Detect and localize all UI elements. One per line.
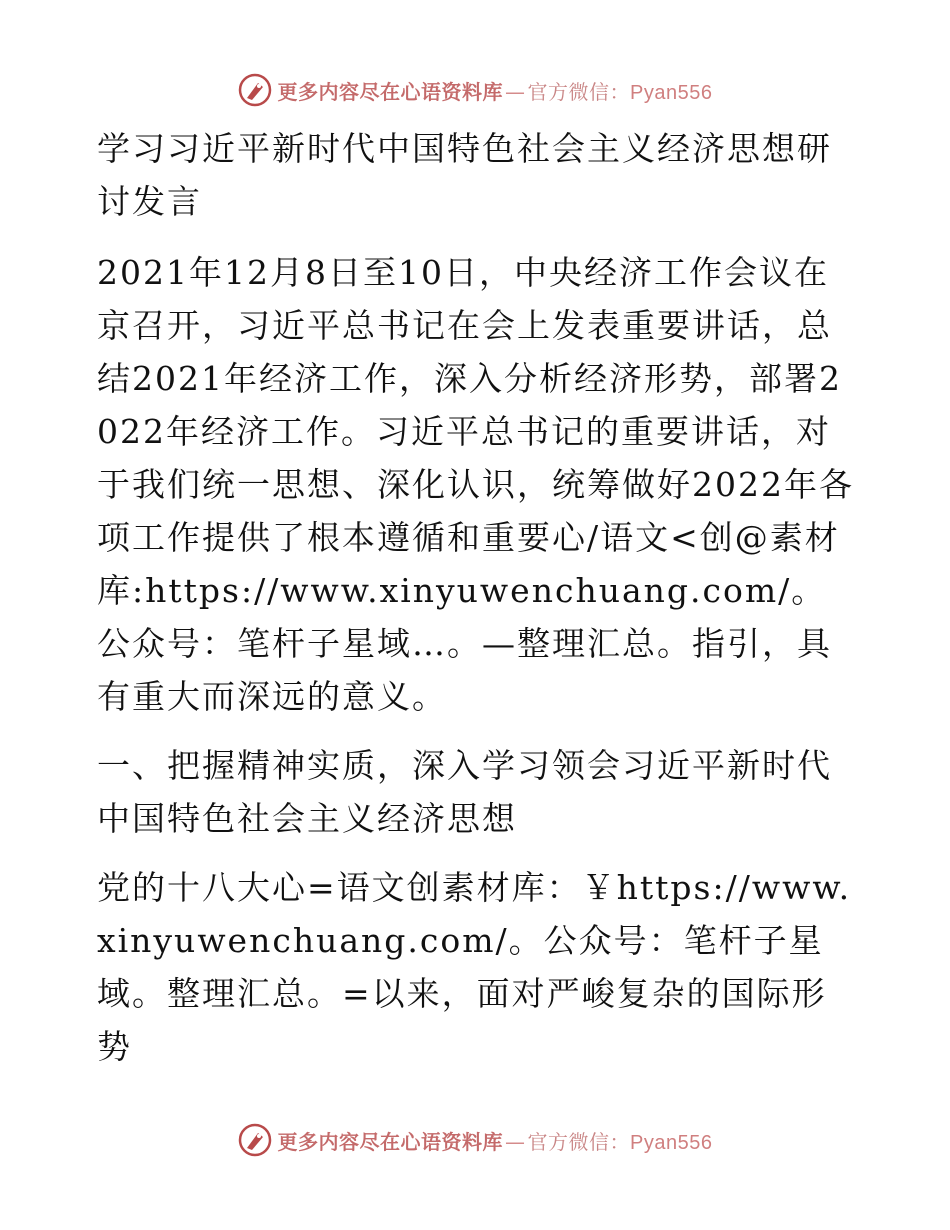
- banner-separator: —: [505, 79, 526, 104]
- banner-wechat-label: 官方微信：: [527, 1129, 631, 1154]
- document-body: [97, 122, 857, 1073]
- banner-separator: —: [505, 1129, 526, 1154]
- paragraph-intro: 2021年12月8日至10日，中央经济工作会议在京召开，习近平总书记在会上发表重要讲话，总结2021年经济工作，深入分析经济形势，部署2022年经济工作。习近平总书记的重要讲话，对于我们统一思想、深化认识，统筹做好2022年各项工作提供了根本遵循和重要心/语文<创@素材库:https://www.xinyuwenchuang.com/。公众号：笔杆子星域…。—整理汇总。指引，具有重大而深远的意义。: [97, 253, 854, 716]
- banner-account: Pyan556: [630, 81, 713, 104]
- header-watermark-banner: [0, 70, 950, 110]
- banner-wechat-label: 官方微信：: [527, 79, 631, 104]
- section-heading-1: 一、把握精神实质，深入学习领会习近平新时代中国特色社会主义经济思想: [97, 746, 832, 838]
- banner-account: Pyan556: [630, 1131, 713, 1154]
- document-title: 学习习近平新时代中国特色社会主义经济思想研讨发言: [97, 129, 832, 221]
- banner-text-group: [278, 1126, 713, 1155]
- pen-nib-logo-icon: [238, 1123, 272, 1157]
- paragraph-section-1: 党的十八大心=语文创素材库：￥https://www.xinyuwenchuang.com/。公众号：笔杆子星域。整理汇总。=以来，面对严峻复杂的国际形势: [97, 868, 852, 1066]
- footer-watermark-banner: [0, 1120, 950, 1160]
- banner-text-group: [278, 76, 713, 105]
- banner-text: 更多内容尽在心语资料库: [277, 1129, 504, 1154]
- pen-nib-logo-icon: [238, 73, 272, 107]
- banner-text: 更多内容尽在心语资料库: [277, 79, 504, 104]
